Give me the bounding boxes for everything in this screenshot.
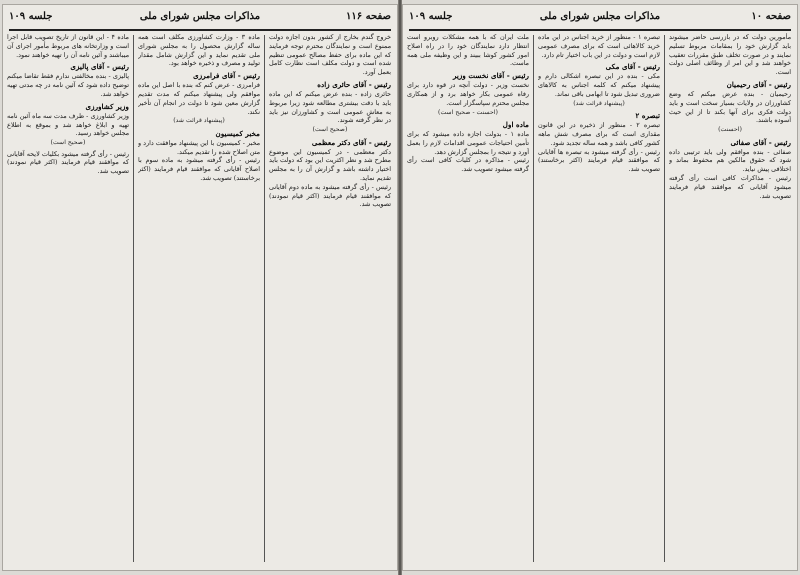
right-column-3: [407, 33, 529, 564]
body-paragraph: مخبر - کمیسیون با این پیشنهاد موافقت دارد و متن اصلاح شده را تقدیم میکند.: [138, 138, 260, 156]
remark-note: (صحیح است): [50, 139, 86, 147]
body-paragraph: رئیس - مذاکره در کلیات کافی است رأی گرفته میشود تصویب شد.: [407, 156, 529, 174]
body-paragraph: رحیمیان - بنده عرض میکنم که وضع کشاورزان در ولایات بسیار سخت است و باید دولت فکری برای آنها بکند تا از این حیث آسوده باشند.: [669, 89, 791, 125]
speaker-heading: رئیس - آقای فرامرزی: [193, 71, 260, 81]
left-page-title: مذاکرات مجلس شورای ملی: [139, 11, 261, 22]
speaker-heading: وزیر کشاورزی: [85, 101, 129, 111]
body-paragraph: حائری زاده - بنده عرض میکنم که این ماده باید با دقت بیشتری مطالعه شود زیرا مربوط به معاش عمومی است و کشاورزان نیز باید در نظر گرفته شوند.: [269, 89, 391, 125]
body-paragraph: رئیس - مذاکرات کافی است رأی گرفته میشود آقایانی که موافقند قیام فرمایند تصویب شد.: [669, 173, 791, 200]
body-paragraph: مأمورین دولت که در بازرسی حاضر میشوند باید گزارش خود را بمقامات مربوط تسلیم نمایند و در صورت تخلف طبق مقررات تعقیب خواهند شد و این امر از وظائف اصلی دولت است.: [669, 33, 791, 77]
body-paragraph: خروج گندم بخارج از کشور بدون اجازه دولت ممنوع است و نمایندگان محترم توجه فرمایند که این ماده برای حفظ مصالح عمومی تنظیم شده است و دولت مکلف است نظارت کامل بعمل آورد.: [269, 33, 391, 77]
left-page: [2, 4, 398, 571]
left-column-3: [7, 33, 129, 564]
speaker-heading: رئیس - آقای نخست وزیر: [452, 71, 529, 81]
right-page-header: [409, 11, 791, 31]
right-page-columns: [409, 33, 791, 564]
right-page: [402, 4, 798, 571]
body-paragraph: ماده ۳ - وزارت کشاورزی مکلف است همه ساله گزارش محصول را به مجلس شورای ملی تقدیم نماید و این گزارش شامل مقدار تولید و مصرف و ذخیره خواهد بود.: [138, 33, 260, 68]
right-page-number: صفحه ۱۰: [751, 11, 791, 22]
body-paragraph: وزیر کشاورزی - ظرف مدت سه ماه آئین نامه تهیه و ابلاغ خواهد شد و بموقع به اطلاع مجلس خواهد رسید.: [7, 111, 129, 138]
left-page-session: جلسه ۱۰۹: [9, 11, 53, 22]
body-paragraph: تبصره ۱ - منظور از خرید اجناس در این ماده خرید کالاهائی است که برای مصرف عمومی لازم است و دولت در این باب اختیار تام دارد.: [538, 33, 660, 59]
speaker-heading: ماده اول: [502, 119, 529, 129]
remark-note: (پیشنهاد قرائت شد): [173, 117, 225, 125]
body-paragraph: صفائی - بنده موافقم ولی باید ترتیبی داده شود که حقوق مالکین هم محفوظ بماند و اختلافی پیش نیاید.: [669, 147, 791, 174]
left-column-2: [138, 33, 260, 564]
speaker-heading: مخبر کمیسیون: [215, 128, 260, 138]
right-column-1: [669, 33, 791, 564]
body-paragraph: مکی - بنده در این تبصره اشکالی دارم و پیشنهاد میکنم که کلمه اجناس به کالاهای ضروری تبدیل شود تا ابهامی باقی نماند.: [538, 72, 660, 98]
body-paragraph: فرامرزی - عرض کنم که بنده با اصل این ماده موافقم ولی پیشنهاد میکنم که مدت تقدیم گزارش معین شود تا دولت در انجام آن تأخیر نکند.: [138, 81, 260, 116]
remark-note: (پیشنهاد قرائت شد): [573, 99, 625, 107]
body-paragraph: رئیس - رأی گرفته میشود به تبصره ها آقایانی که موافقند قیام فرمایند (اکثر برخاستند) تصویب شد.: [538, 147, 660, 174]
column-rule: [664, 35, 665, 562]
speaker-heading: رئیس - آقای صفائی: [730, 137, 791, 147]
right-page-session: جلسه ۱۰۹: [409, 11, 453, 22]
body-paragraph: ماده ۱ - بدولت اجازه داده میشود که برای تأمین احتیاجات عمومی اقدامات لازم را بعمل آورد و نتیجه را بمجلس گزارش دهد.: [407, 129, 529, 156]
right-column-2: [538, 33, 660, 564]
body-paragraph: رئیس - رأی گرفته میشود به ماده سوم با اصلاح آقایانی که موافقند قیام فرمایند (اکثر برخاستند) تصویب شد.: [138, 156, 260, 182]
remark-note: (احسنت - صحیح است): [438, 108, 498, 116]
body-paragraph: دکتر معظمی - در کمیسیون این موضوع مطرح شد و نظر اکثریت این بود که دولت باید اختیار داشته باشد و گزارش آن را به مجلس تقدیم نماید.: [269, 147, 391, 182]
column-rule: [133, 35, 134, 562]
body-paragraph: ماده ۴ - این قانون از تاریخ تصویب قابل اجرا است و وزارتخانه های مربوط مأمور اجرای آن میباشند و آئین نامه آن را تهیه خواهند نمود.: [7, 33, 129, 59]
body-paragraph: پالیزی - بنده مخالفتی ندارم فقط تقاضا میکنم توضیح داده شود که آئین نامه در چه مدتی تهیه خواهد شد.: [7, 72, 129, 98]
body-paragraph: نخست وزیر - دولت آنچه در قوه دارد برای رفاه عمومی بکار خواهد برد و از همکاری مجلس محترم سپاسگزار است.: [407, 81, 529, 107]
body-paragraph: رئیس - رأی گرفته میشود به ماده دوم آقایانی که موافقند قیام فرمایند (اکثر قیام نمودند) تصویب شد.: [269, 182, 391, 209]
right-page-title: مذاکرات مجلس شورای ملی: [539, 11, 661, 22]
body-paragraph: رئیس - رأی گرفته میشود بکلیات لایحه آقایانی که موافقند قیام فرمایند (اکثر قیام نمودند) تصویب شد.: [7, 149, 129, 176]
speaker-heading: رئیس - آقای مکی: [605, 62, 660, 72]
remark-note: (احسنت): [718, 126, 742, 134]
column-rule: [264, 35, 265, 562]
speaker-heading: رئیس - آقای پالیزی: [70, 62, 129, 72]
speaker-heading: رئیس - آقای رحیمیان: [726, 79, 791, 89]
left-page-columns: [9, 33, 391, 564]
body-paragraph: تبصره ۲ - منظور از ذخیره در این قانون مقداری است که برای مصرف شش ماهه کشور کافی باشد و همه ساله تجدید شود.: [538, 121, 660, 147]
remark-note: (صحیح است): [312, 126, 348, 134]
left-page-header: [9, 11, 391, 31]
left-page-number: صفحه ۱۱۶: [346, 11, 391, 22]
speaker-heading: رئیس - آقای دکتر معظمی: [311, 137, 391, 147]
left-column-1: [269, 33, 391, 564]
body-paragraph: ملت ایران که با همه مشکلات روبرو است انتظار دارد نمایندگان خود را در راه اصلاح امور کشور کوشا ببیند و این وظیفه ملی همه ماست.: [407, 33, 529, 68]
speaker-heading: تبصره ۲: [635, 111, 660, 121]
column-rule: [533, 35, 534, 562]
speaker-heading: رئیس - آقای حائری زاده: [317, 79, 391, 89]
